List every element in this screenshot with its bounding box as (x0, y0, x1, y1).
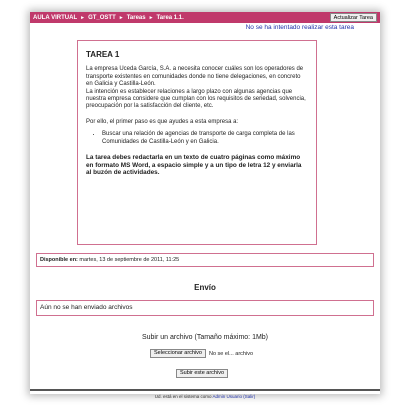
breadcrumb-current-task: Tarea 1.1. (156, 14, 184, 21)
task-paragraph: Por ello, el primer paso es que ayudes a esta empresa a: (86, 118, 239, 125)
breadcrumb-separator-icon: ► (148, 14, 154, 21)
task-paragraph: La intención es establecer relaciones a largo plazo con algunas agencias que nuestra empresa considere que cumplan con los requisitos de seriedad, solvencia, preocupación por la satisfacción del cliente, etc. (86, 88, 306, 110)
breadcrumb-separator-icon: ► (118, 14, 124, 21)
task-instructions: La tarea debes redactarla en un texto de cuatro páginas como máximo en formato MS Word, a espacio simple y a un tipo de letra 12 y enviarla al buzón de actividades. (86, 154, 302, 177)
update-task-button[interactable]: Actualizar Tarea (330, 13, 377, 22)
breadcrumb-aula-virtual[interactable]: AULA VIRTUAL (33, 14, 78, 21)
availability-label: Disponible en: (40, 257, 78, 263)
task-paragraph: La empresa Uceda García, S.A. a necesita conocer cuáles son los operadores de transporte existentes en comunidades donde no tiene delegaciones, en concreto en Galicia y Castilla-León. (86, 66, 304, 88)
breadcrumb-separator-icon: ► (80, 14, 86, 21)
submission-heading: Envío (194, 283, 216, 292)
submission-status-box: Aún no se han enviado archivos (36, 300, 374, 316)
selected-file-text: No se el... archivo (209, 350, 254, 357)
breadcrumb (30, 15, 184, 21)
availability-box (36, 253, 374, 267)
task-description-box (77, 40, 317, 245)
submit-row (176, 361, 228, 379)
attempt-status-link[interactable]: No se ha intentado realizar esta tarea (245, 24, 354, 31)
upload-label: Subir un archivo (Tamaño máximo: 1Mb) (141, 334, 269, 341)
moodle-window (30, 12, 380, 399)
select-file-button[interactable]: Seleccionar archivo (150, 349, 206, 358)
upload-file-button[interactable]: Subir este archivo (176, 369, 228, 378)
task-bullet-list (86, 131, 308, 146)
task-title: TAREA 1 (86, 50, 120, 59)
breadcrumb-course[interactable]: GT_OSTT (88, 14, 116, 21)
footer-login-text: Ud. está en el sistema como (154, 394, 212, 399)
task-bullet-item: • Buscar una relación de agencias de transporte de carga completa de las Comunidades de Castilla-León y en Galicia. (102, 131, 308, 146)
footer-logout-link[interactable]: (Salir) (243, 394, 256, 399)
footer-user-link[interactable]: Admin Usuario (212, 394, 243, 399)
availability-date: martes, 13 de septiembre de 2011, 11:25 (79, 257, 180, 263)
footer-divider (30, 389, 380, 391)
breadcrumb-tareas[interactable]: Tareas (126, 14, 146, 21)
navigation-bar (30, 12, 380, 23)
file-picker-row (150, 349, 253, 358)
footer (30, 394, 380, 399)
